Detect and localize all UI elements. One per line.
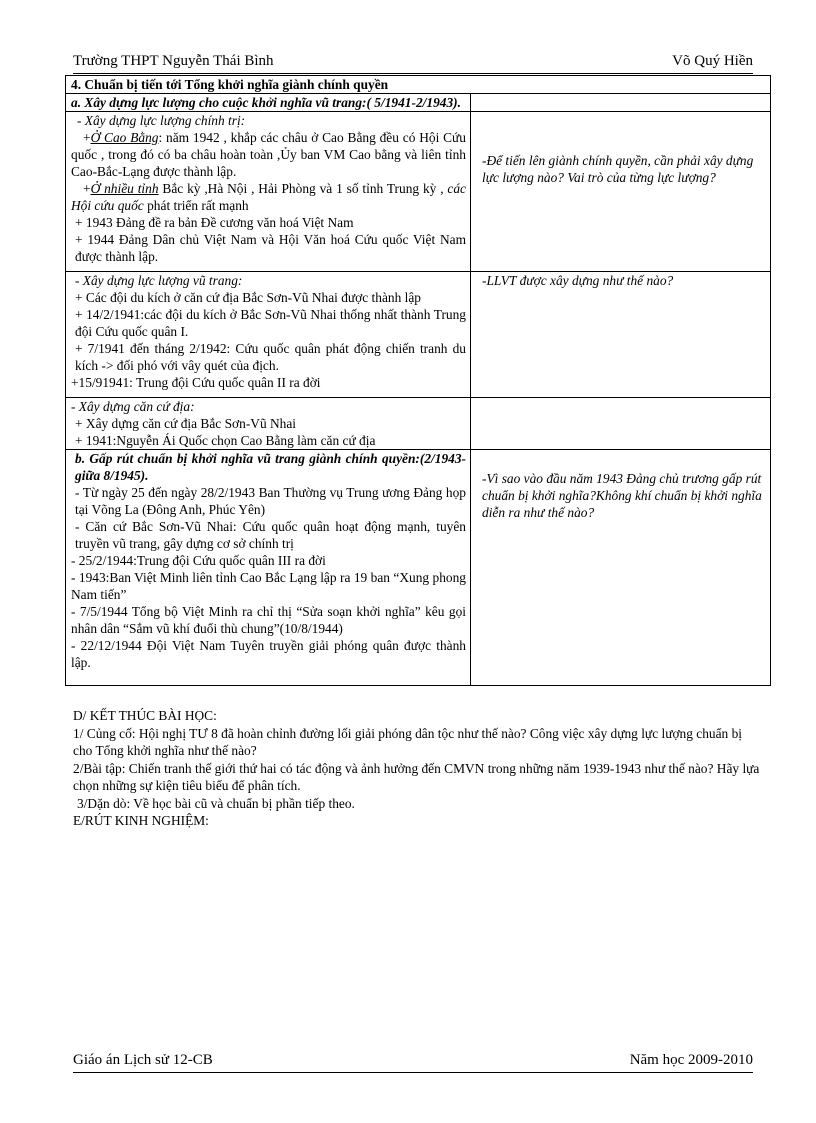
part-b-item: - Từ ngày 25 đến ngày 28/2/1943 Ban Thường vụ Trung ương Đảng họp tại Võng La (Đông Anh, Phúc Yên) — [75, 485, 466, 517]
part-a-empty-cell — [471, 94, 771, 112]
many-provinces-label: Ở nhiều tỉnh — [90, 181, 159, 196]
armed-item: + 7/1941 đến tháng 2/1942: Cứu quốc quân phát động chiến tranh du kích -> đối phó với vây quét của địch. — [75, 341, 466, 373]
part-b-item: - 1943:Ban Việt Minh liên tỉnh Cao Bắc Lạng lập ra 19 ban “Xung phong Nam tiến” — [71, 570, 466, 602]
lesson-closing — [73, 707, 763, 830]
footer-year: Năm học 2009-2010 — [629, 1052, 753, 1068]
part-a-heading: a. Xây dựng lực lượng cho cuộc khởi nghĩa vũ trang:( 5/1941-2/1943). — [71, 95, 461, 110]
political-question-text: -Để tiến lên giành chính quyền, cần phải xây dựng lực lượng nào? Vai trò của từng lực lượng? — [482, 153, 754, 185]
many-provinces-paragraph: +Ở nhiều tỉnh Bắc kỳ ,Hà Nội , Hải Phòng và 1 số tỉnh Trung kỳ , các Hội cứu quốc phát triển rất mạnh — [71, 181, 466, 213]
political-item-1944: + 1944 Đảng Dân chủ Việt Nam và Hội Văn hoá Cứu quốc Việt Nam được thành lập. — [75, 232, 466, 264]
cao-bang-paragraph: +Ở Cao Bằng: năm 1942 , khắp các châu ở Cao Bằng đều có Hội Cứu quốc , trong đó có ba châu hoàn toàn ,Ủy ban VM Cao bằng và liên tỉnh Cao-Bắc-Lạng được thành lập. — [71, 130, 466, 179]
part-b-row — [66, 450, 771, 686]
armed-item: + Các đội du kích ở căn cứ địa Bắc Sơn-Vũ Nhai được thành lập — [75, 290, 421, 305]
base-content — [66, 398, 471, 450]
political-row — [66, 112, 771, 272]
political-title: - Xây dựng lực lượng chính trị: — [77, 113, 246, 128]
part-b-content — [66, 450, 471, 686]
part-b-question — [471, 450, 771, 686]
political-content — [66, 112, 471, 272]
teacher-name: Võ Quý Hiền — [672, 53, 753, 69]
closing-d-heading: D/ KẾT THÚC BÀI HỌC: — [73, 708, 217, 723]
part-b-item: - 7/5/1944 Tổng bộ Việt Minh ra chỉ thị “Sửa soạn khởi nghĩa” kêu gọi nhân dân “Sắm vũ khí đuổi thù chung”(10/8/1944) — [71, 604, 466, 636]
many-provinces-text3: phát triển rất mạnh — [143, 198, 249, 213]
many-provinces-text1: Bắc kỳ ,Hà Nội , Hải Phòng và 1 số tỉnh Trung kỳ , — [158, 181, 448, 196]
closing-exercise: 2/Bài tập: Chiến tranh thế giới thứ hai có tác động và ảnh hưởng đến CMVN trong những năm 1939-1943 như thế nào? Hãy lựa chọn những sự kiện tiêu biểu để phân tích. — [73, 760, 760, 793]
armed-question — [471, 272, 771, 398]
part-b-heading: b. Gấp rút chuẩn bị khởi nghĩa vũ trang giành chính quyền:(2/1943- giữa 8/1945). — [75, 451, 466, 483]
armed-content — [66, 272, 471, 398]
section-title: 4. Chuẩn bị tiến tới Tổng khởi nghĩa giành chính quyền — [66, 76, 771, 94]
political-question — [471, 112, 771, 272]
base-item: + Xây dựng căn cứ địa Bắc Sơn-Vũ Nhai — [75, 416, 297, 431]
page-footer — [73, 1052, 753, 1073]
closing-consolidate: 1/ Củng cố: Hội nghị TƯ 8 đã hoàn chỉnh đường lối giải phóng dân tộc như thế nào? Công việc xây dựng lực lượng chuẩn bị cho Tổng khởi nghĩa như thế nào? — [73, 725, 743, 758]
political-item-1943: + 1943 Đảng đề ra bản Đề cương văn hoá Việt Nam — [75, 215, 354, 230]
armed-row — [66, 272, 771, 398]
part-b-item: - 25/2/1944:Trung đội Cứu quốc quân III ra đời — [71, 553, 326, 568]
footer-subject: Giáo án Lịch sử 12-CB — [73, 1052, 213, 1068]
armed-item: +15/91941: Trung đội Cứu quốc quân II ra đời — [71, 375, 321, 390]
part-b-item: - 22/12/1944 Đội Việt Nam Tuyên truyền giải phóng quân được thành lập. — [71, 638, 466, 670]
armed-title: - Xây dựng lực lượng vũ trang: — [75, 273, 243, 288]
base-empty-cell — [471, 398, 771, 450]
many-provinces-text2: các Hội cứu quốc — [71, 181, 466, 213]
part-b-question-text: -Vì sao vào đầu năm 1943 Đảng chủ trương gấp rút chuẩn bị khởi nghĩa?Không khí chuẩn bị khởi nghĩa diễn ra như thế nào? — [482, 471, 762, 520]
base-item: + 1941:Nguyễn Ái Quốc chọn Cao Bằng làm căn cứ địa — [75, 433, 376, 448]
part-b-item: - Căn cứ Bắc Sơn-Vũ Nhai: Cứu quốc quân hoạt động mạnh, tuyên truyền vũ trang, gây dựng cơ sở chính trị — [75, 519, 466, 551]
armed-question-text: -LLVT được xây dựng như thế nào? — [482, 273, 674, 288]
page-header — [73, 53, 753, 74]
closing-homework: 3/Dặn dò: Về học bài cũ và chuẩn bị phần tiếp theo. — [77, 795, 355, 811]
closing-e-heading: E/RÚT KINH NGHIỆM: — [73, 813, 209, 828]
armed-item: + 14/2/1941:các đội du kích ở Bắc Sơn-Vũ Nhai thống nhất thành Trung đội Cứu quốc quân I. — [75, 307, 466, 339]
lesson-table — [65, 75, 771, 686]
section-title-row — [66, 76, 771, 94]
cao-bang-label: Ở Cao Bằng — [90, 130, 159, 145]
base-title: - Xây dựng căn cứ địa: — [71, 399, 195, 414]
school-name: Trường THPT Nguyễn Thái Bình — [73, 53, 274, 69]
part-a-heading-row — [66, 94, 771, 112]
cao-bang-text: : năm 1942 , khắp các châu ở Cao Bằng đều có Hội Cứu quốc , trong đó có ba châu hoàn toàn ,Ủy ban VM Cao bằng và liên tỉnh Cao-Bắc-Lạng được thành lập. — [71, 130, 466, 179]
base-row — [66, 398, 771, 450]
part-a-heading-cell — [66, 94, 471, 112]
